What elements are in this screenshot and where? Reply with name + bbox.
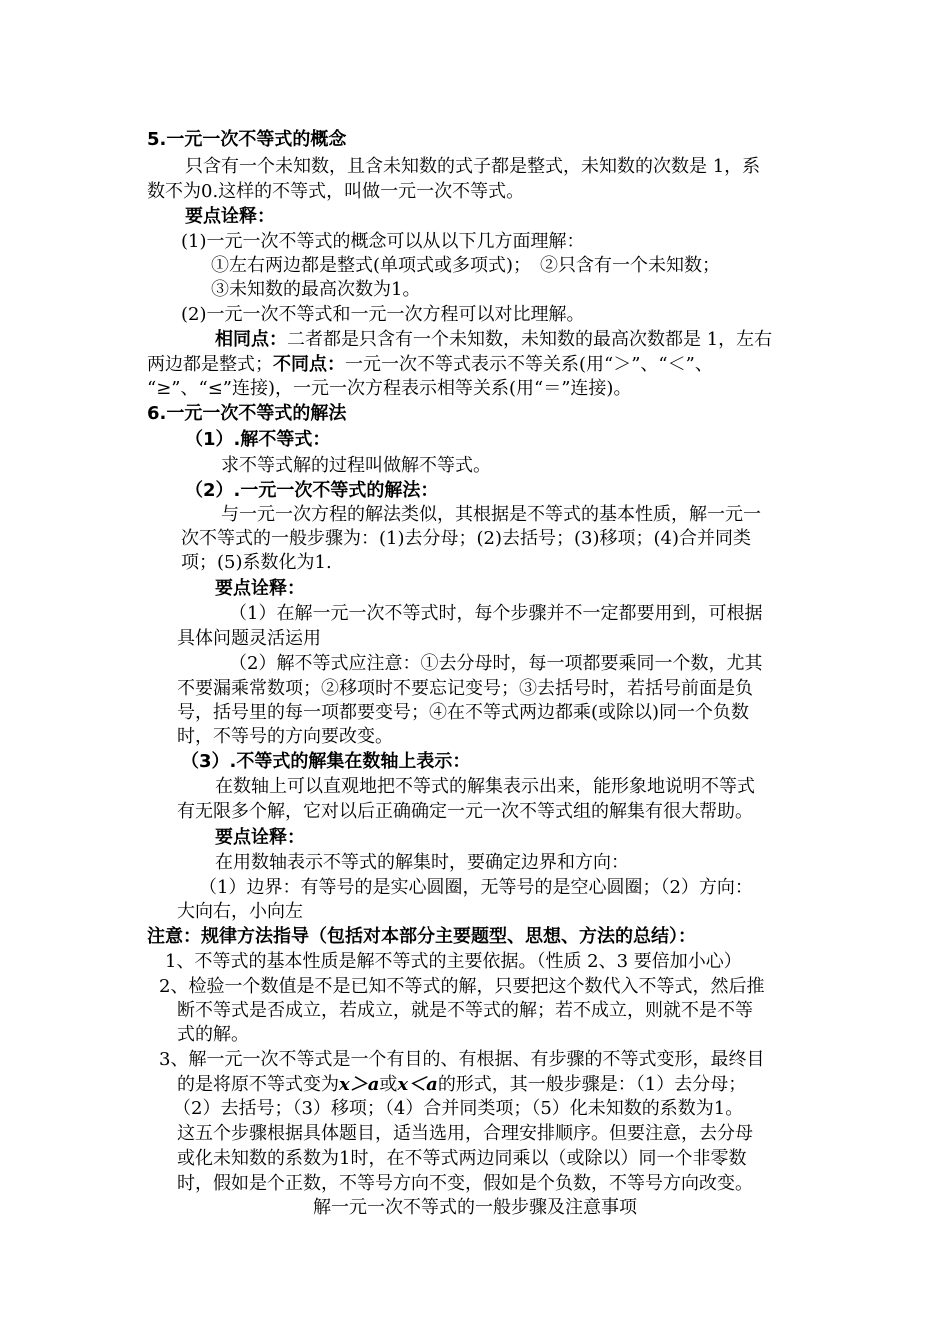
paragraph-line: （2）解不等式应注意：①去分母时，每一项都要乘同一个数，尤其 (229, 653, 763, 674)
paragraph-line: 求不等式解的过程叫做解不等式。 (221, 455, 491, 476)
comparison-text: 两边都是整式； (147, 354, 273, 375)
tip-line: 或化未知数的系数为1时，在不等式两边同乘以（或除以）同一个非零数 (177, 1148, 747, 1169)
comparison-line (215, 328, 772, 352)
comparison-line (147, 353, 713, 377)
subsection-title: （1）.解不等式： (185, 429, 331, 450)
same-point-label: 相同点： (215, 329, 287, 350)
tip-line: 断不等式是否成立，若成立，就是不等式的解；若不成立，则就不是不等 (177, 1000, 753, 1021)
comparison-line: “≥”、“≤”连接)，一元一次方程表示相等关系(用“＝”连接)。 (147, 378, 632, 399)
tips-heading: 注意：规律方法指导（包括对本部分主要题型、思想、方法的总结）： (147, 926, 696, 947)
note-line: (1)一元一次不等式的概念可以从以下几方面理解： (181, 231, 585, 252)
note-line: (2)一元一次不等式和一元一次方程可以对比理解。 (181, 304, 585, 325)
tip-line: 式的解。 (177, 1024, 249, 1045)
same-point-text: 二者都是只含有一个未知数，未知数的最高次数都是 1，左右 (287, 329, 773, 350)
paragraph-line: 大向右，小向左 (177, 901, 303, 922)
paragraph-line: （1）边界：有等号的是实心圆圈，无等号的是空心圆圈；（2）方向： (199, 877, 753, 898)
paragraph-line: 项；(5)系数化为1. (181, 552, 332, 573)
paragraph-line: 在用数轴表示不等式的解集时，要确定边界和方向： (215, 852, 629, 873)
definition-line: 数不为0.这样的不等式，叫做一元一次不等式。 (147, 181, 525, 202)
paragraph-line: （1）在解一元一次不等式时，每个步骤并不一定都要用到，可根据 (229, 603, 763, 624)
paragraph-line: 与一元一次方程的解法类似，其根据是不等式的基本性质，解一元一 (221, 504, 761, 525)
paragraph-line: 次不等式的一般步骤为：(1)去分母；(2)去括号；(3)移项；(4)合并同类 (181, 528, 751, 549)
tip-line: 3、解一元一次不等式是一个有目的、有根据、有步骤的不等式变形，最终目 (159, 1049, 765, 1070)
tip-line: 1、不等式的基本性质是解不等式的主要依据。（性质 2、3 要倍加小心） (165, 951, 742, 972)
section-5-heading: 5.一元一次不等式的概念 (147, 129, 347, 150)
paragraph-line: 在数轴上可以直观地把不等式的解集表示出来，能形象地说明不等式 (215, 776, 755, 797)
math-expression: x＜a (397, 1074, 438, 1095)
paragraph-line: 号，括号里的每一项都要变号；④在不等式两边都乘(或除以)同一个负数 (177, 702, 750, 723)
paragraph-line: 时，不等号的方向要改变。 (177, 726, 393, 747)
tip-text: 的形式，其一般步骤是：（1）去分母； (437, 1074, 747, 1095)
definition-line: 只含有一个未知数，且含未知数的式子都是整式，未知数的次数是 1，系 (185, 156, 761, 177)
paragraph-line: 具体问题灵活运用 (177, 628, 321, 649)
note-line: ③未知数的最高次数为1。 (211, 279, 421, 300)
tip-line (177, 1073, 746, 1097)
diff-point-text: 一元一次不等式表示不等关系(用“＞”、“＜”、 (345, 354, 713, 375)
tip-line: 这五个步骤根据具体题目，适当选用，合理安排顺序。但要注意，去分母 (177, 1123, 753, 1144)
note-line: ①左右两边都是整式(单项式或多项式)； ②只含有一个未知数； (211, 255, 721, 276)
tip-text: 的是将原不等式变为 (177, 1074, 339, 1095)
paragraph-line: 有无限多个解，它对以后正确确定一元一次不等式组的解集有很大帮助。 (177, 801, 753, 822)
diff-point-label: 不同点： (273, 354, 345, 375)
tip-text: 或 (379, 1074, 398, 1095)
subsection-title: （3）.不等式的解集在数轴上表示： (181, 751, 471, 772)
subsection-title: （2）.一元一次不等式的解法： (185, 480, 439, 501)
key-points-title: 要点诠释： (185, 206, 275, 227)
key-points-title: 要点诠释： (215, 578, 305, 599)
tip-line: 时，假如是个正数，不等号方向不变，假如是个负数，不等号方向改变。 (177, 1173, 753, 1194)
section-6-heading: 6.一元一次不等式的解法 (147, 403, 347, 424)
math-expression: x＞a (339, 1074, 380, 1095)
key-points-title: 要点诠释： (215, 827, 305, 848)
tip-line: 2、检验一个数值是不是已知不等式的解，只要把这个数代入不等式，然后推 (159, 976, 765, 997)
tip-line: （2）去括号；（3）移项；（4）合并同类项；（5）化未知数的系数为1。 (173, 1098, 744, 1119)
paragraph-line: 不要漏乘常数项；②移项时不要忘记变号；③去括号时，若括号前面是负 (177, 678, 753, 699)
caption: 解一元一次不等式的一般步骤及注意事项 (313, 1197, 637, 1218)
